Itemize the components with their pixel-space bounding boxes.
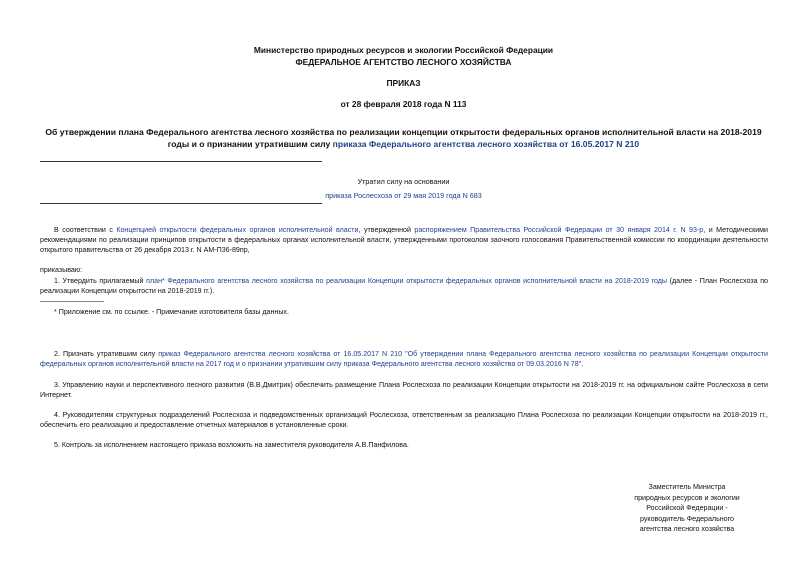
document-date-number: от 28 февраля 2018 года N 113	[340, 99, 467, 109]
signature-line-4: руководитель Федерального	[639, 514, 735, 523]
preamble-text-3: , и Методическими рекомендациями по реализации принципов открытости в федеральных органах исполнительной власти, утвержденными протоколом заочного голосования Правительственной комиссии по координации деятельности открытого правительства от 26 декабря 2013 г. N АМ-П36-89пр,	[40, 226, 768, 254]
signature-line-5: агентства лесного хозяйства	[639, 525, 735, 533]
government-decree-link[interactable]: распоряжением Правительства Российской Федерации от 30 января 2014 г. N 93-р	[414, 226, 704, 234]
signature-line-2: природных ресурсов и экологии	[634, 493, 740, 502]
agency-name: ФЕДЕРАЛЬНОЕ АГЕНТСТВО ЛЕСНОГО ХОЗЯЙСТВА	[295, 57, 512, 67]
revoked-order-210-link[interactable]: приказ Федерального агентства лесного хозяйства от 16.05.2017 N 210 "Об утверждении плана Федерального агентства лесного хозяйства по реализации Концепции открытости федеральных органов исполнительной власти на 2017 год и о признании утратившим силу приказа Федерального агентства лесного хозяйства от 09.03.2016 N 78"	[40, 350, 768, 368]
subject-revoked-order-link[interactable]: приказа Федерального агентства лесного хозяйства от 16.05.2017 N 210	[332, 139, 640, 149]
revocation-text: Утратил силу на основании	[357, 177, 450, 186]
ministry-name: Министерство природных ресурсов и экологии Российской Федерации	[253, 45, 554, 55]
signature-block	[607, 482, 767, 535]
signature-line-3: Российской Федерации -	[646, 504, 728, 512]
revocation-order-link[interactable]: приказа Рослесхоза от 29 мая 2019 года N 683	[325, 191, 482, 200]
footnote: * Приложение см. по ссылке. - Примечание изготовителя базы данных.	[54, 308, 289, 316]
order-item-4: 4. Руководителям структурных подразделений Рослесхоза и подведомственных организаций Рослесхоза, ответственным за реализацию Плана Рослесхоза по реализации Концепции открытости на 2018-2019 гг., обеспечить его реализацию и предоставление отчетных материалов в установленные сроки.	[40, 411, 768, 429]
item1-text-1: 1. Утвердить прилагаемый	[54, 277, 147, 285]
orders-label: приказываю:	[40, 266, 83, 274]
signature-line-1: Заместитель Министра	[648, 483, 726, 491]
subject-text: Об утверждении плана Федерального агентства лесного хозяйства по реализации концепции открытости федеральных органов исполнительной власти на 2018-2019 годы и о признании утратившим силу	[45, 127, 762, 149]
item1-text-2: (далее - План Рослесхоза по реализации Концепции открытости на 2018-2019 гг.).	[40, 277, 769, 295]
concept-link[interactable]: Концепцией открытости федеральных органов исполнительной власти	[116, 226, 359, 234]
divider-bottom	[40, 203, 322, 204]
order-item-5: 5. Контроль за исполнением настоящего приказа возложить на заместителя руководителя А.В.Панфилова.	[54, 441, 409, 449]
divider-top	[40, 161, 322, 162]
order-item-1	[40, 276, 768, 296]
preamble-text-2: , утвержденной	[358, 226, 415, 234]
document-type: ПРИКАЗ	[386, 78, 421, 88]
preamble-text-1: В соответствии с	[54, 226, 117, 234]
order-item-3: 3. Управлению науки и перспективного лесного развития (В.В.Дмитрик) обеспечить размещение Плана Рослесхоза по реализации Концепции открытости на 2018-2019 гг. на официальном сайте Рослесхоза в сети Интернет.	[40, 381, 768, 399]
document-subject	[40, 126, 767, 150]
item2-text-1: 2. Признать утратившим силу	[54, 350, 159, 358]
item2-text-2: .	[581, 360, 584, 368]
plan-link[interactable]: план* Федерального агентства лесного хозяйства по реализации Концепции открытости федеральных органов исполнительной власти на 2018-2019 годы	[146, 277, 668, 285]
order-item-2	[40, 349, 768, 369]
footnote-divider	[40, 301, 104, 302]
revocation-notice	[0, 176, 807, 201]
preamble-paragraph	[40, 225, 768, 255]
